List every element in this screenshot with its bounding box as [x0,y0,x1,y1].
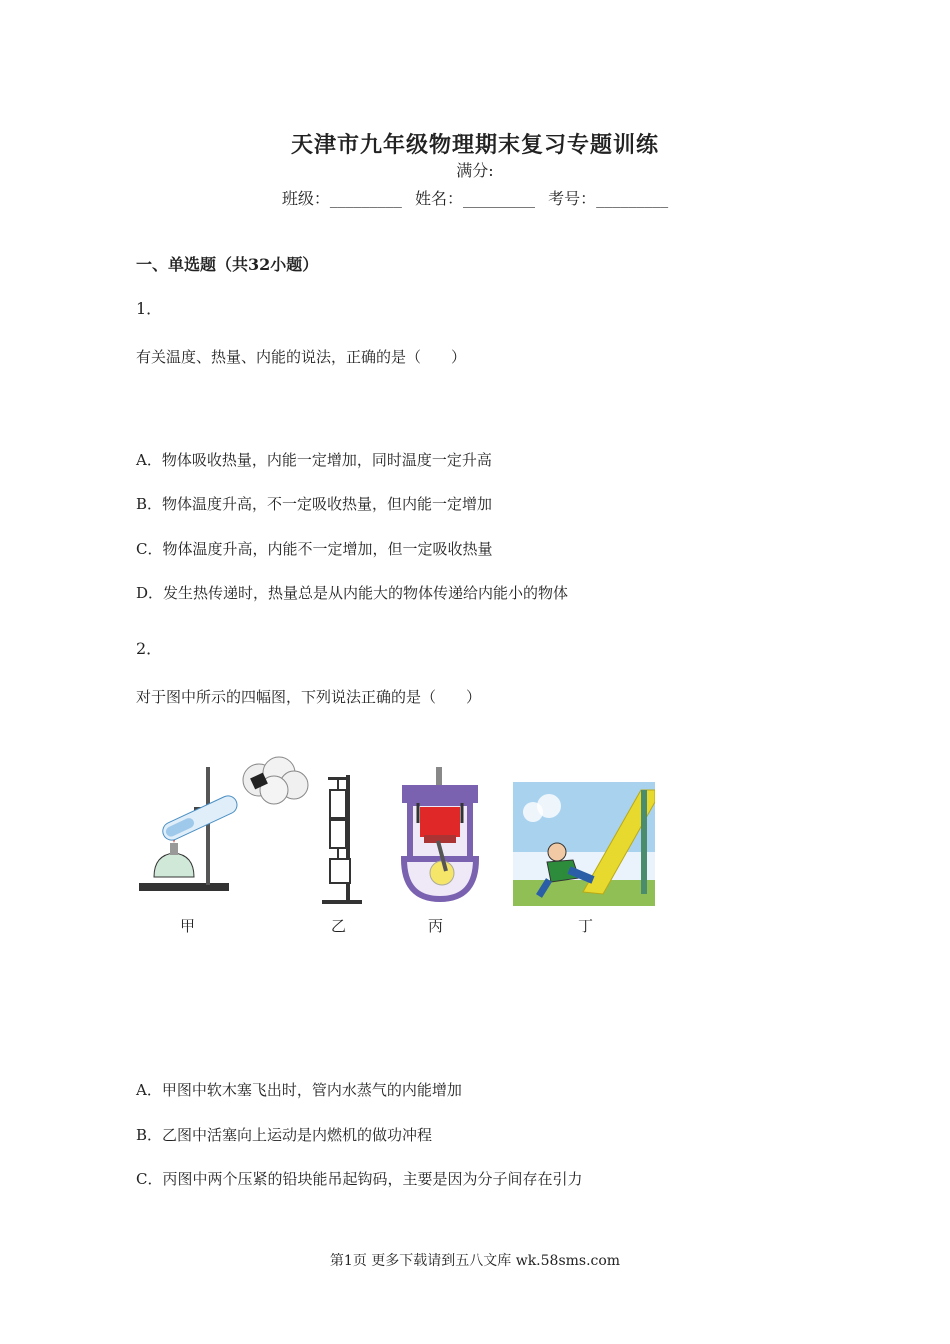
question-2-text: 对于图中所示的四幅图，下列说法正确的是（ ） [136,688,482,706]
question-1-option-a: A．物体吸收热量，内能一定增加，同时温度一定升高 [136,451,492,469]
figure-yi-image [318,775,368,905]
question-1-number: 1． [136,299,163,318]
figure-jia-image [134,755,334,905]
question-2-option-c: C．丙图中两个压紧的铅块能吊起钩码，主要是因为分子间存在引力 [136,1170,583,1188]
figure-bing-label: 丙 [428,917,444,935]
section-title: 一、单选题（共32小题） [136,255,319,274]
question-1-option-d: D．发生热传递时，热量总是从内能大的物体传递给内能小的物体 [136,584,569,602]
figure-jia-label: 甲 [180,917,196,935]
question-1-option-b: B．物体温度升高，不一定吸收热量，但内能一定增加 [136,495,493,513]
student-info-fields [0,186,950,209]
figure-yi-label: 乙 [331,917,347,935]
question-1-option-c: C．物体温度升高，内能不一定增加，但一定吸收热量 [136,540,493,558]
score-label: 满分: [456,161,494,180]
figure-ding-image [513,782,655,906]
page-footer: 第1页 更多下载请到五八文库 wk.58sms.com [329,1253,621,1269]
page-title: 天津市九年级物理期末复习专题训练 [290,132,659,158]
number-field: 考号：_________ [548,189,669,208]
figure-ding-label: 丁 [578,917,594,935]
question-2-number: 2． [136,639,163,658]
question-2-option-b: B．乙图中活塞向上运动是内燃机的做功冲程 [136,1126,433,1144]
class-field: 班级：_________ [281,189,402,208]
question-1-text: 有关温度、热量、内能的说法，正确的是（ ） [136,348,467,366]
question-2-option-a: A．甲图中软木塞飞出时，管内水蒸气的内能增加 [136,1081,462,1099]
name-field: 姓名：_________ [414,189,535,208]
figure-bing-image [392,765,488,905]
